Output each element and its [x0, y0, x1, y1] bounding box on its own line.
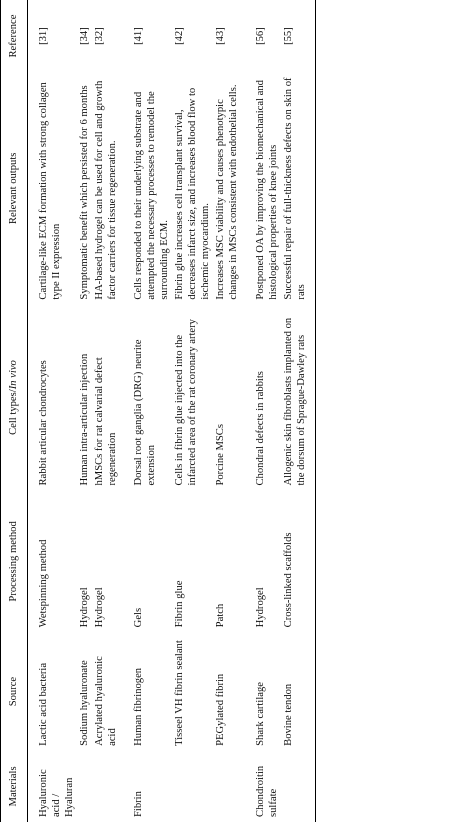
cell-outputs: Fibrin glue increases cell transplant survival, decreases infarct size, and increases blood flow to ischemic myocardium. — [174, 87, 212, 300]
cell-processing: Patch — [214, 603, 226, 628]
cell-processing: Fibrin glue — [174, 580, 186, 628]
table-row — [27, 0, 76, 822]
cell-outputs: Cells responded to their underlying substrate and attempted the necessary processes to remodel the surrounding ECM. — [133, 91, 171, 300]
cell-outputs: HA-based hydrogel can be used for cell and growth factor carriers for tissue regeneration. — [93, 80, 118, 300]
header-materials: Materials — [1, 751, 28, 822]
cell-cell-types: Cells in fibrin glue injected into the infarcted area of the rat coronary artery — [174, 319, 199, 486]
cell-cell-types: Dorsal root ganglia (DRG) neurite extension — [133, 339, 158, 486]
cell-cell-types: hMSCs for rat calvarial defect regeneration — [93, 357, 118, 486]
cell-reference: [56] — [254, 27, 266, 45]
cell-source: Tisseel VH fibrin sealant — [174, 640, 186, 746]
table-row — [213, 0, 241, 822]
header-outputs: Relevant outputs — [1, 72, 28, 304]
cell-reference: [43] — [214, 27, 226, 45]
header-cell-italic: In vivo — [8, 360, 19, 390]
cell-cell-types: Human intra-articular injection — [78, 353, 90, 486]
cell-outputs: Symptomatic benefit which persisted for 6 months — [78, 85, 90, 300]
cell-source: Lactic acid bacteria — [37, 662, 49, 746]
header-row — [1, 0, 28, 822]
cell-processing: Hydrogel — [93, 587, 105, 628]
table-row — [119, 0, 172, 822]
header-cell-types — [1, 305, 28, 491]
cell-source: Bovine tendon — [281, 632, 315, 751]
cell-materials — [77, 751, 92, 822]
cell-cell-types: Allogenic skin fibroblasts implanted on the dorsum of Sprague-Dawley rats — [281, 305, 315, 491]
table-row — [241, 0, 281, 822]
cell-outputs: Postponed OA by improving the biomechanical and histological properties of knee joints — [254, 80, 279, 300]
cell-processing: Gels — [133, 607, 145, 628]
cell-source: Acrylated hyaluronic acid — [93, 656, 118, 746]
table-row — [77, 0, 92, 822]
table-row — [172, 0, 213, 822]
cell-reference: [41] — [133, 27, 145, 45]
cell-outputs: Successful repair of full-thickness defects on skin of rats — [281, 72, 315, 304]
cell-outputs: Cartilage-like ECM formation with strong collagen type II expression — [37, 82, 62, 300]
cell-materials — [172, 751, 213, 822]
cell-materials — [213, 751, 241, 822]
header-cell-prefix: Cell types/ — [8, 389, 19, 435]
cell-materials: Fibrin — [133, 791, 145, 817]
cell-materials: Hyaluronic acid / Hyaluran — [37, 769, 75, 817]
cell-materials — [281, 751, 315, 822]
cell-outputs: Increases MSC viability and causes phenotypic changes in MSCs consistent with endothelial cells. — [214, 84, 239, 300]
cell-cell-types: Rabbit articular chondrocytes — [37, 360, 49, 486]
cell-reference: [34] — [78, 27, 90, 45]
header-processing: Processing method — [1, 491, 28, 633]
cell-reference: [55] — [281, 0, 315, 72]
cell-source: Sodium hyaluronate — [78, 660, 90, 746]
cell-materials — [92, 751, 120, 822]
cell-cell-types: Chondral defects in rabbits — [254, 371, 266, 486]
cell-reference: [42] — [174, 27, 186, 45]
header-source: Source — [1, 632, 28, 751]
cell-reference: [32] — [93, 27, 105, 45]
cell-cell-types: Porcine MSCs — [214, 424, 226, 486]
cell-processing: Cross-linked scaffolds — [281, 491, 315, 633]
table-row — [92, 0, 120, 822]
cell-processing: Hydrogel — [254, 587, 266, 628]
cell-processing: Wetspinning method — [37, 539, 49, 628]
table-row — [281, 0, 315, 822]
cell-reference: [31] — [37, 27, 49, 45]
cell-materials: Chondroitin sulfate — [254, 765, 279, 817]
cell-source: Human fibrinogen — [133, 667, 145, 746]
cell-processing: Hydrogel — [78, 587, 90, 628]
cell-source: PEGylated fibrin — [214, 673, 226, 746]
cell-source: Shark cartilage — [254, 682, 266, 746]
header-reference: Reference — [1, 0, 28, 72]
